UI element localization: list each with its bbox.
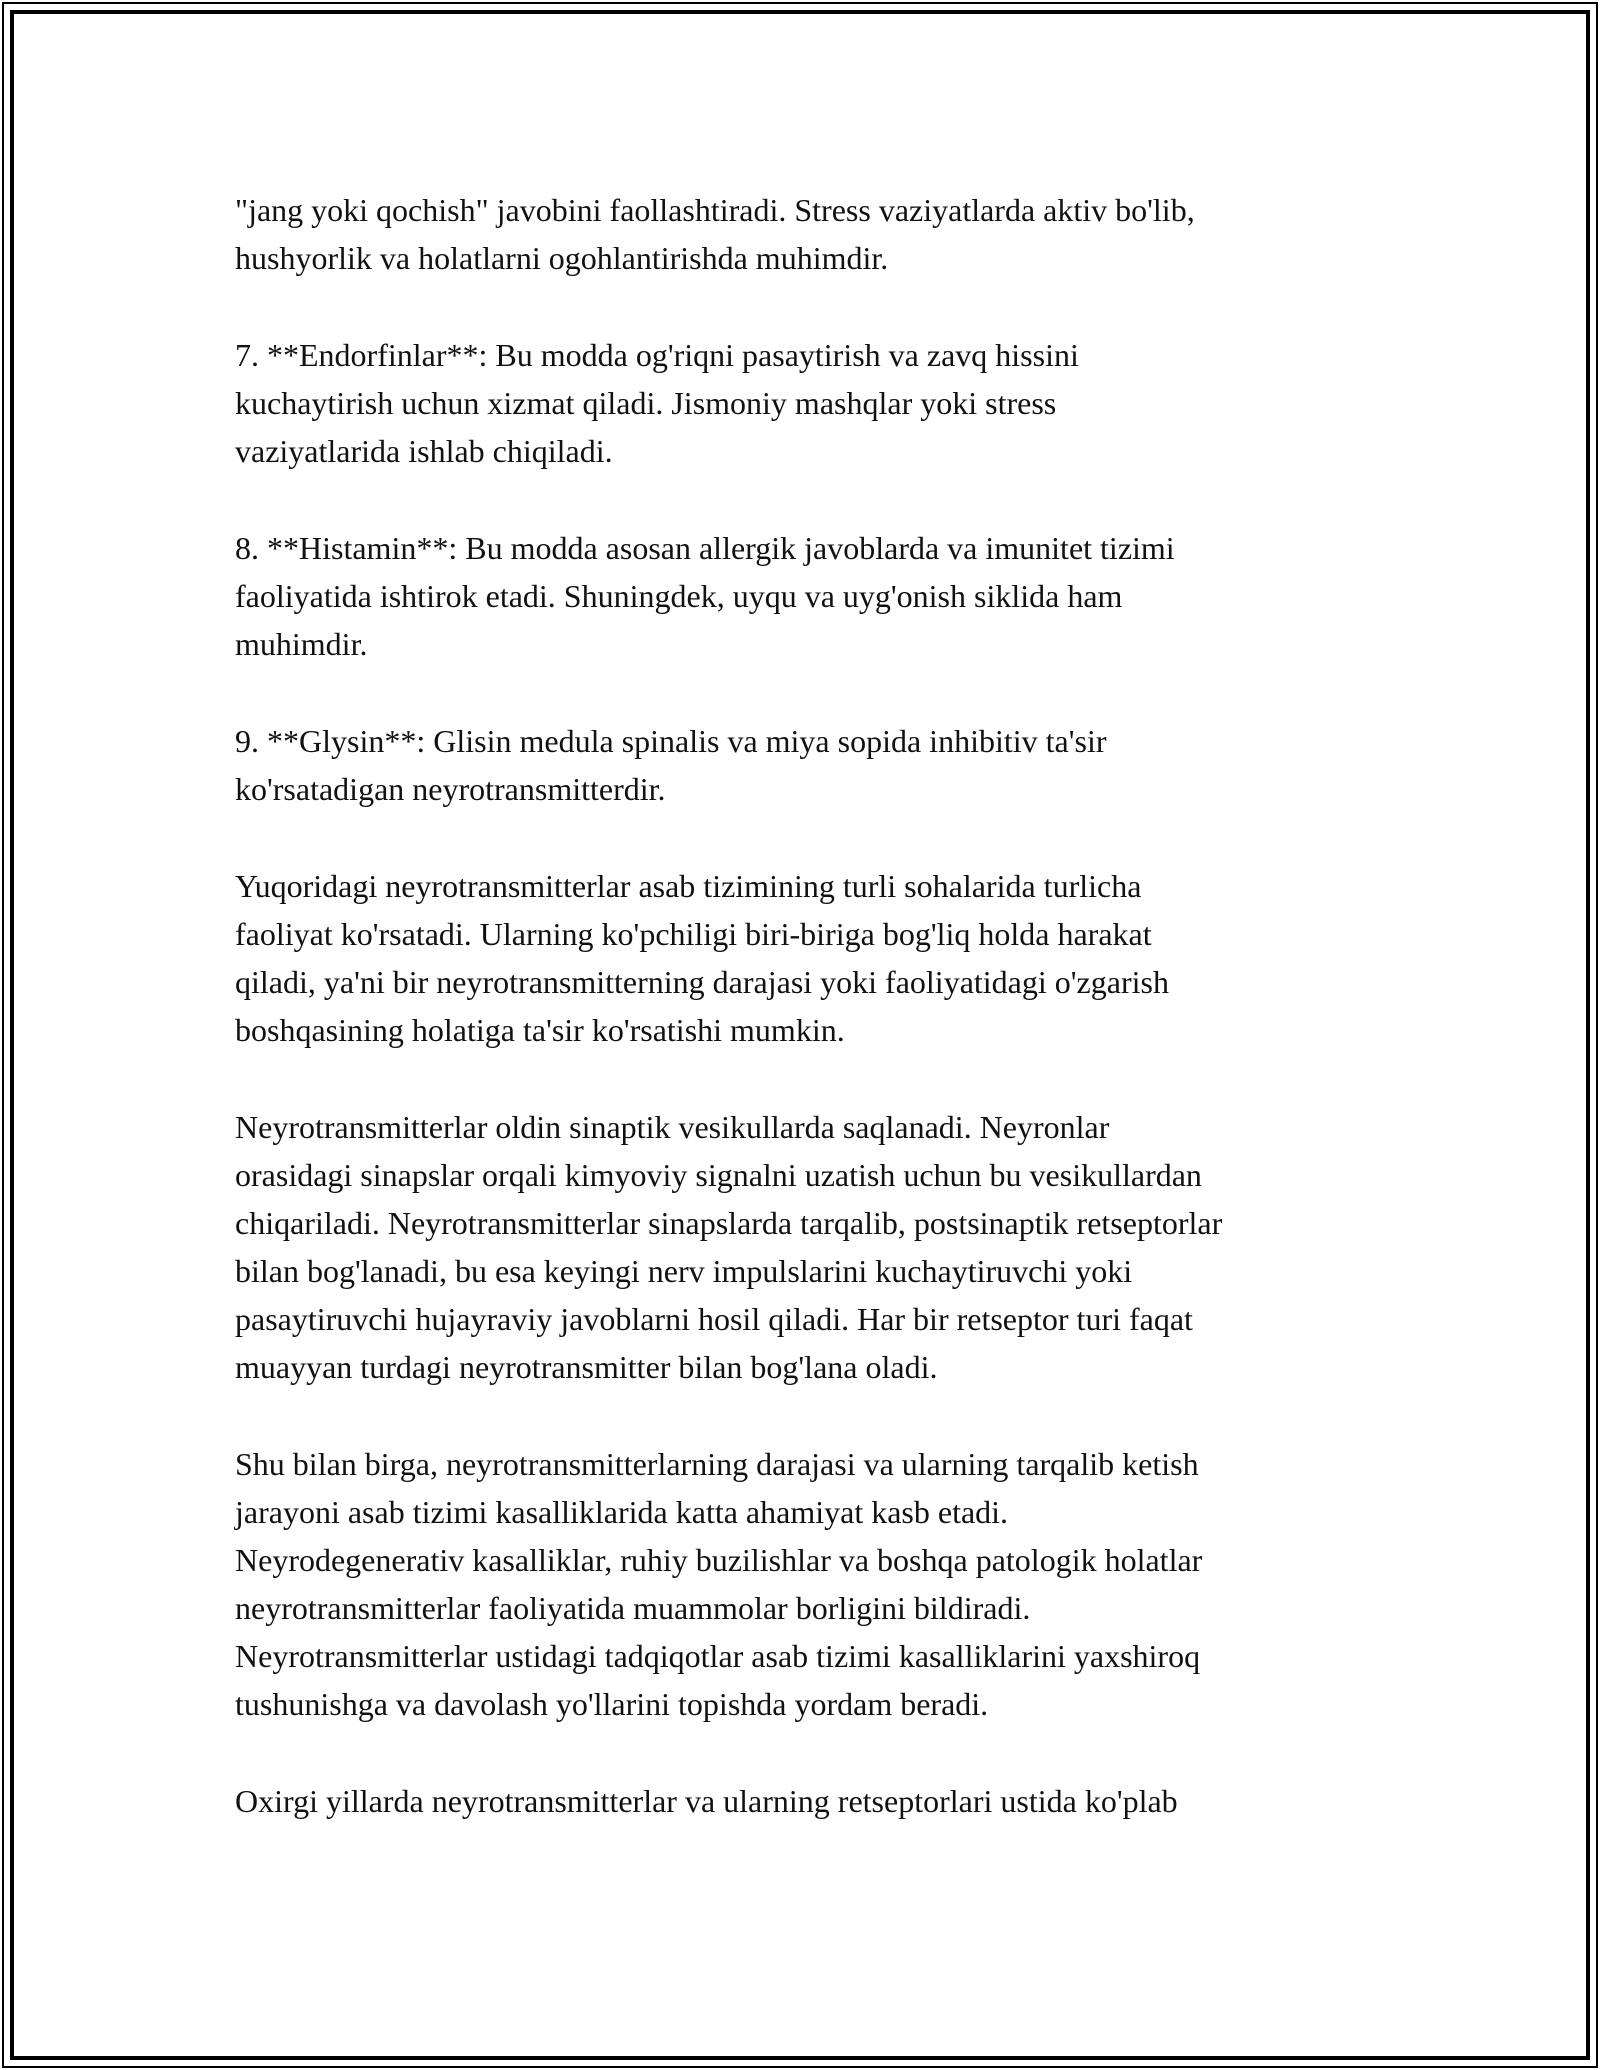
paragraph-interaction: Yuqoridagi neyrotransmitterlar asab tizimining turli sohalarida turlicha faoliyat ko'rsatadi. Ularning ko'pchiligi biri-biriga bog'liq holda harakat qiladi, ya'ni bir neyrotransmitterning darajasi yoki faoliyatidagi o'zgarish boshqasining holatiga ta'sir ko'rsatishi mumkin. (235, 868, 1169, 1048)
paragraph-synaptic-storage: Neyrotransmitterlar oldin sinaptik vesikullarda saqlanadi. Neyronlar orasidagi sinapslar orqali kimyoviy signalni uzatish uchun bu vesikullardan chiqariladi. Neyrotransmitterlar sinapslarda tarqalib, postsinaptik retseptorlar bilan bog'lanadi, bu esa keyingi nerv impulslarini kuchaytiruvchi yoki pasaytiruvchi hujayraviy javoblarni hosil qiladi. Har bir retseptor turi faqat muayyan turdagi neyrotransmitter bilan bog'lana oladi. (235, 1109, 1223, 1385)
document-body (235, 186, 1375, 1874)
paragraph-recent-research: Oxirgi yillarda neyrotransmitterlar va ularning retseptorlari ustida ko'plab (235, 1783, 1178, 1819)
paragraph-endorphins: 7. **Endorfinlar**: Bu modda og'riqni pasaytirish va zavq hissini kuchaytirish uchun xizmat qiladi. Jismoniy mashqlar yoki stress vaziyatlarida ishlab chiqiladi. (235, 337, 1079, 469)
paragraph-glycine: 9. **Glysin**: Glisin medula spinalis va miya sopida inhibitiv ta'sir ko'rsatadigan neyrotransmitterdir. (235, 723, 1107, 807)
paragraph-disease-relevance: Shu bilan birga, neyrotransmitterlarning darajasi va ularning tarqalib ketish jarayoni asab tizimi kasalliklarida katta ahamiyat kasb etadi. Neyrodegenerativ kasalliklar, ruhiy buzilishlar va boshqa patologik holatlar neyrotransmitterlar faoliyatida muammolar borligini bildiradi. Neyrotransmitterlar ustidagi tadqiqotlar asab tizimi kasalliklarini yaxshiroq tushunishga va davolash yo'llarini topishda yordam beradi. (235, 1446, 1203, 1722)
paragraph-fight-or-flight: "jang yoki qochish" javobini faollashtiradi. Stress vaziyatlarda aktiv bo'lib, hushyorlik va holatlarni ogohlantirishda muhimdir. (235, 192, 1195, 276)
paragraph-histamine: 8. **Histamin**: Bu modda asosan allergik javoblarda va imunitet tizimi faoliyatida ishtirok etadi. Shuningdek, uyqu va uyg'onish siklida ham muhimdir. (235, 530, 1175, 662)
